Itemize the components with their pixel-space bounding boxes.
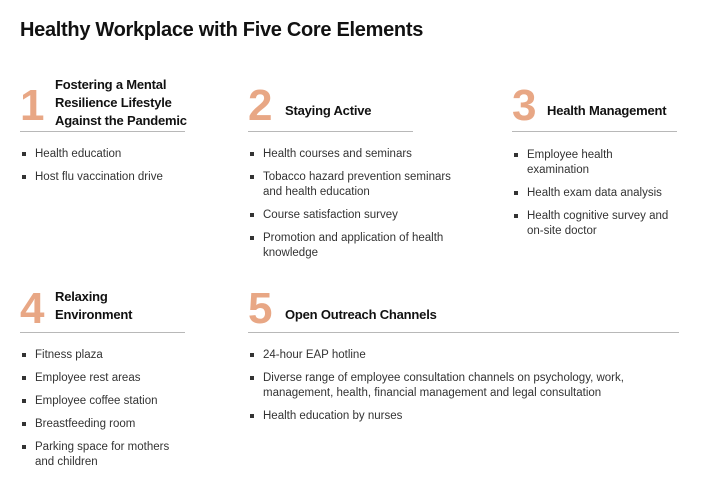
- bullet-icon: [250, 213, 254, 217]
- element-number: 2: [248, 81, 273, 130]
- bullet-icon: [250, 414, 254, 418]
- bullet-icon: [250, 152, 254, 156]
- element-title: [285, 102, 415, 120]
- list-item-text: Health courses and seminars: [263, 148, 412, 160]
- bullet-icon: [22, 175, 26, 179]
- card-header: [248, 76, 413, 132]
- list-item: [248, 409, 640, 424]
- list-item-text: Employee coffee station: [35, 395, 158, 407]
- bullet-icon: [22, 422, 26, 426]
- bullet-icon: [514, 214, 518, 218]
- bullet-icon: [514, 153, 518, 157]
- list-item: [248, 147, 453, 162]
- core-element-card-5: [248, 282, 683, 482]
- element-title: [285, 306, 585, 324]
- list-item-text: Fitness plaza: [35, 349, 103, 361]
- list-item-text: Promotion and application of health knowledge: [263, 232, 444, 259]
- list-item: [248, 371, 640, 401]
- bullet-icon: [250, 175, 254, 179]
- list-item-text: Tobacco hazard prevention seminars and health education: [263, 171, 451, 198]
- list-item-text: Employee health examination: [527, 149, 613, 176]
- list-item: [248, 231, 453, 261]
- list-item: [248, 170, 453, 200]
- list-item: [20, 147, 220, 162]
- list-item-text: Parking space for mothers and children: [35, 441, 170, 468]
- element-title: [55, 76, 190, 130]
- list-item-text: Course satisfaction survey: [263, 209, 398, 221]
- bullet-icon: [250, 236, 254, 240]
- bullet-icon: [22, 353, 26, 357]
- element-item-list: [20, 147, 220, 193]
- element-item-list: [248, 147, 453, 269]
- element-number: 1: [20, 81, 45, 130]
- list-item: [20, 440, 185, 470]
- element-item-list: [512, 148, 677, 247]
- bullet-icon: [22, 445, 26, 449]
- list-item-text: Host flu vaccination drive: [35, 171, 163, 183]
- list-item: [512, 186, 677, 201]
- list-item: [512, 148, 677, 178]
- element-title-line: Staying Active: [285, 103, 372, 118]
- element-title-line: Fostering a Mental: [55, 77, 167, 92]
- list-item: [512, 209, 677, 239]
- list-item-text: Employee rest areas: [35, 372, 141, 384]
- bullet-icon: [22, 376, 26, 380]
- card-header: [248, 282, 679, 333]
- list-item: [248, 208, 453, 223]
- bullet-icon: [250, 376, 254, 380]
- card-header: [20, 76, 185, 132]
- core-element-card-1: [20, 76, 185, 276]
- list-item-text: Health education by nurses: [263, 410, 403, 422]
- element-number: 3: [512, 81, 537, 130]
- list-item: [20, 170, 220, 185]
- list-item: [248, 348, 640, 363]
- element-title: [55, 288, 185, 324]
- element-title-line: Environment: [55, 307, 133, 322]
- element-title-line: Health Management: [547, 103, 667, 118]
- element-title-line: Against the Pandemic: [55, 113, 187, 128]
- bullet-icon: [22, 399, 26, 403]
- element-title-line: Relaxing: [55, 289, 108, 304]
- list-item-text: Breastfeeding room: [35, 418, 136, 430]
- list-item: [20, 348, 185, 363]
- bullet-icon: [250, 353, 254, 357]
- core-element-card-4: [20, 282, 190, 482]
- element-number: 5: [248, 284, 273, 333]
- page-title: Healthy Workplace with Five Core Elements: [20, 19, 424, 41]
- card-header: [512, 76, 677, 132]
- element-title-line: Open Outreach Channels: [285, 307, 437, 322]
- list-item-text: Health cognitive survey and on-site doctor: [527, 210, 669, 237]
- list-item: [20, 394, 185, 409]
- core-element-card-3: [512, 76, 682, 276]
- bullet-icon: [514, 191, 518, 195]
- bullet-icon: [22, 152, 26, 156]
- element-item-list: [248, 348, 640, 432]
- list-item: [20, 417, 185, 432]
- element-item-list: [20, 348, 185, 478]
- element-title: [547, 102, 682, 120]
- element-number: 4: [20, 284, 45, 333]
- list-item: [20, 371, 185, 386]
- list-item-text: Diverse range of employee consultation channels on psychology, work, management, health, financial management and legal consultation: [263, 372, 624, 399]
- list-item-text: 24-hour EAP hotline: [263, 349, 366, 361]
- element-title-line: Resilience Lifestyle: [55, 95, 172, 110]
- card-header: [20, 282, 185, 333]
- core-element-card-2: [248, 76, 458, 276]
- list-item-text: Health education: [35, 148, 122, 160]
- list-item-text: Health exam data analysis: [527, 187, 662, 199]
